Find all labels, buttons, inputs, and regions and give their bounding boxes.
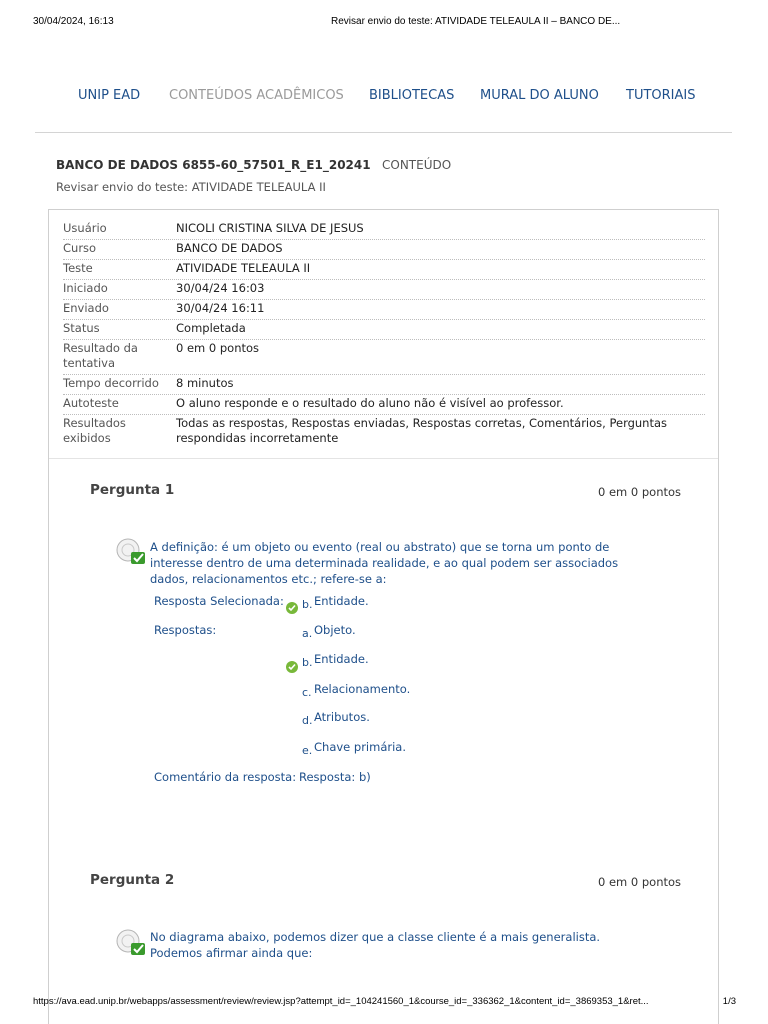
info-value: 30/04/24 16:03 <box>176 281 265 295</box>
info-row-tempo <box>63 375 705 395</box>
info-label: Curso <box>63 241 97 255</box>
top-navigation <box>78 88 728 108</box>
answer-letter: c. <box>302 686 312 699</box>
selected-answer-label: Resposta Selecionada: <box>154 594 284 608</box>
print-title: Revisar envio do teste: ATIVIDADE TELEAULA II – BANCO DE... <box>331 16 621 27</box>
print-page-number: 1/3 <box>722 996 736 1007</box>
nav-conteudos-academicos[interactable]: CONTEÚDOS ACADÊMICOS <box>169 88 344 103</box>
question-1-score: 0 em 0 pontos <box>598 485 682 499</box>
answer-text: Entidade. <box>314 652 369 666</box>
print-header <box>33 16 728 30</box>
info-label: Autoteste <box>63 396 119 410</box>
answer-letter: d. <box>302 714 313 727</box>
question-1-title: Pergunta 1 <box>90 482 175 498</box>
info-row-usuario <box>63 220 705 240</box>
review-panel <box>48 209 719 1024</box>
answer-comment: Resposta: b) <box>299 770 371 784</box>
answer-option-d <box>302 710 370 727</box>
info-row-iniciado <box>63 280 705 300</box>
info-value: O aluno responde e o resultado do aluno não é visível ao professor. <box>176 396 564 410</box>
answer-text: Chave primária. <box>314 740 406 754</box>
answers-label: Respostas: <box>154 623 217 637</box>
answer-text: Objeto. <box>314 623 356 637</box>
question-2-score: 0 em 0 pontos <box>598 875 682 889</box>
answer-option-e <box>302 740 406 757</box>
answer-text: Relacionamento. <box>314 682 411 696</box>
answer-text: Entidade. <box>314 594 369 608</box>
answer-letter: a. <box>302 627 313 640</box>
info-label: Resultado da tentativa <box>63 341 138 370</box>
correct-answer-icon <box>115 537 147 565</box>
info-value: 8 minutos <box>176 376 234 390</box>
answer-letter: b. <box>302 656 313 669</box>
course-name[interactable]: BANCO DE DADOS 6855-60_57501_R_E1_20241 <box>56 158 371 172</box>
answer-text: Atributos. <box>314 710 370 724</box>
info-row-autoteste <box>63 395 705 415</box>
answer-letter: e. <box>302 744 313 757</box>
answer-letter: b. <box>302 598 313 611</box>
info-label: Enviado <box>63 301 109 315</box>
info-value: 30/04/24 16:11 <box>176 301 265 315</box>
selected-answer <box>302 594 369 611</box>
answer-comment-label: Comentário da resposta: <box>154 770 297 784</box>
course-tab-conteudo[interactable]: CONTEÚDO <box>382 158 452 172</box>
answer-option-b <box>302 652 369 669</box>
info-row-teste <box>63 260 705 280</box>
info-label: Teste <box>63 261 93 275</box>
info-label: Resultados exibidos <box>63 416 126 445</box>
nav-tutoriais[interactable]: TUTORIAIS <box>626 88 696 103</box>
print-url: https://ava.ead.unip.br/webapps/assessment/review/review.jsp?attempt_id=_104241560_1&course_id=_336362_1&content_id=_3869353_1&ret... <box>33 996 649 1007</box>
info-value: BANCO DE DADOS <box>176 241 283 255</box>
answer-option-c <box>302 682 411 699</box>
info-label: Status <box>63 321 100 335</box>
nav-unip-ead[interactable]: UNIP EAD <box>78 88 141 103</box>
info-row-enviado <box>63 300 705 320</box>
print-footer <box>33 996 736 1010</box>
info-row-resultados-exibidos <box>63 415 705 449</box>
nav-divider <box>35 132 732 133</box>
attempt-info-table <box>63 220 705 449</box>
correct-check-icon <box>286 602 298 614</box>
correct-answer-icon <box>115 928 147 956</box>
info-value: NICOLI CRISTINA SILVA DE JESUS <box>176 221 364 235</box>
answer-option-a <box>302 623 356 640</box>
section-divider <box>49 458 718 459</box>
correct-check-icon <box>286 661 298 673</box>
info-label: Usuário <box>63 221 107 235</box>
info-label: Tempo decorrido <box>63 376 159 390</box>
info-value: ATIVIDADE TELEAULA II <box>176 261 311 275</box>
question-2-title: Pergunta 2 <box>90 872 175 888</box>
question-2-text: No diagrama abaixo, podemos dizer que a classe cliente é a mais generalista. Podemos afirmar ainda que: <box>150 930 601 960</box>
question-1-text: A definição: é um objeto ou evento (real ou abstrato) que se torna um ponto de interesse dentro de uma determinada realidade, e ao qual podem ser associados dados, relacionamentos etc.; refere-se a: <box>150 540 619 586</box>
info-value: 0 em 0 pontos <box>176 341 260 355</box>
info-value: Completada <box>176 321 246 335</box>
print-date: 30/04/2024, 16:13 <box>33 16 114 27</box>
info-row-status <box>63 320 705 340</box>
nav-mural-do-aluno[interactable]: MURAL DO ALUNO <box>480 88 599 103</box>
info-row-resultado <box>63 340 705 375</box>
info-row-curso <box>63 240 705 260</box>
breadcrumb: Revisar envio do teste: ATIVIDADE TELEAULA II <box>56 180 326 194</box>
info-value: Todas as respostas, Respostas enviadas, Respostas corretas, Comentários, Perguntas respondidas incorretamente <box>176 416 668 445</box>
nav-bibliotecas[interactable]: BIBLIOTECAS <box>369 88 455 103</box>
info-label: Iniciado <box>63 281 108 295</box>
